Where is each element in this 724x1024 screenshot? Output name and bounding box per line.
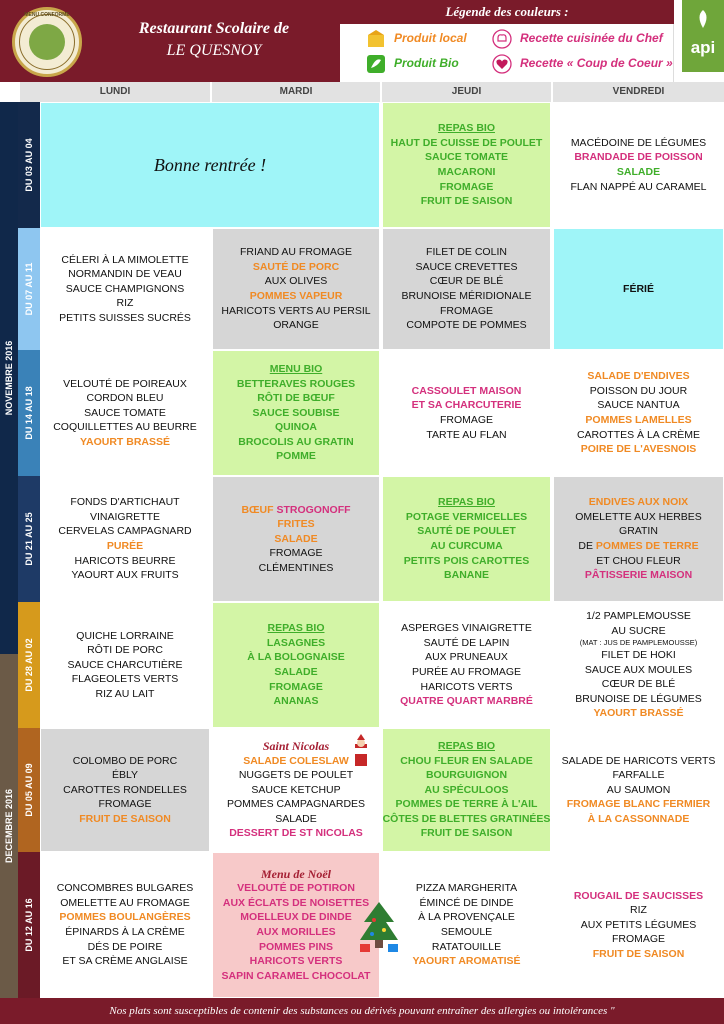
menu-line: ANANAS <box>273 695 319 708</box>
week-label-text: DU 12 AU 16 <box>24 898 34 952</box>
month-label-novembre <box>0 102 18 654</box>
menu-line: OMELETTE AUX HERBES <box>575 510 702 523</box>
menu-line: ENDIVES AUX NOIX <box>588 496 689 509</box>
menu-line: HARICOTS BEURRE <box>74 554 176 567</box>
menu-line: RIZ <box>630 904 647 917</box>
menu-line: ET CHOU FLEUR <box>596 554 681 567</box>
menu-line: À LA BOLOGNAISE <box>247 651 345 664</box>
local-product-icon <box>366 29 386 49</box>
menu-line: POIRE DE L'AVESNOIS <box>580 443 697 456</box>
logo-apple-icon <box>29 24 65 60</box>
api-logo <box>682 0 724 72</box>
menu-line: POMMES CAMPAGNARDES <box>226 798 366 811</box>
menu-line: SALADE <box>274 532 318 545</box>
menu-cell <box>382 350 551 476</box>
menu-line: PURÉE AU FROMAGE <box>411 666 522 678</box>
menu-cell <box>212 602 380 728</box>
menu-line: QUINOA <box>275 421 317 434</box>
menu-line: AU SAUMON <box>606 783 671 796</box>
menu-line: BOURGUIGNON <box>425 769 508 782</box>
menu-line: FROMAGE <box>439 180 494 193</box>
menu-line: FROMAGE <box>611 933 666 946</box>
menu-line: (MAT : JUS DE PAMPLEMOUSSE) <box>579 638 698 648</box>
legend-box <box>340 24 674 82</box>
day-header-lundi: LUNDI <box>20 82 210 102</box>
menu-line: VELOUTÉ DE POTIRON <box>237 882 355 895</box>
menu-line: MOELLEUX DE DINDE <box>240 911 352 924</box>
legend-title: Légende des couleurs : <box>340 0 674 24</box>
menu-line: VINAIGRETTE <box>89 510 160 523</box>
menu-line <box>241 503 350 518</box>
menu-line: BANANE <box>444 569 489 582</box>
menu-line: AUX PETITS LÉGUMES <box>580 918 697 931</box>
menu-line: COMPOTE DE POMMES <box>406 319 527 332</box>
title-line-1: Restaurant Scolaire de <box>138 20 290 37</box>
menu-conforme-logo <box>12 7 82 77</box>
menu-cell <box>382 102 551 228</box>
menu-line: SALADE D'ENDIVES <box>587 370 690 383</box>
heart-icon <box>492 54 512 74</box>
menu-line: HARICOTS VERTS AU PERSIL <box>221 304 371 317</box>
week-label-text: DU 07 AU 11 <box>24 262 34 316</box>
menu-line: FRUIT DE SAISON <box>420 827 513 840</box>
menu-line: RÔTI DE PORC <box>87 644 163 657</box>
allergy-footer: Nos plats sont susceptibles de contenir des substances ou dérivés pouvant entraîner des allergies ou intolérances " <box>0 998 724 1024</box>
month-text-novembre: NOVEMBRE 2016 <box>4 340 14 416</box>
menu-line: TARTE AU FLAN <box>426 428 507 441</box>
menu-line: QUATRE QUART MARBRÉ <box>400 695 533 708</box>
menu-line: AU SPÉCULOOS <box>424 783 509 796</box>
week-label-text: DU 14 AU 18 <box>24 386 34 440</box>
menu-line: OMELETTE AU FROMAGE <box>60 896 190 909</box>
menu-cell <box>212 852 380 998</box>
chef-hat-icon <box>492 29 512 49</box>
menu-line: POMMES PINS <box>258 940 334 953</box>
menu-line: YAOURT AUX FRUITS <box>71 569 179 582</box>
menu-line: SEMOULE <box>440 926 493 938</box>
menu-line: YAOURT BRASSÉ <box>593 707 684 720</box>
menu-line: PÂTISSERIE MAISON <box>584 569 693 582</box>
menu-line: REPAS BIO <box>267 622 325 635</box>
menu-line: PIZZA MARGHERITA <box>415 882 518 895</box>
menu-line: AUX PRUNEAUX <box>425 651 508 664</box>
menu-cell <box>40 602 210 728</box>
menu-line: FRUIT DE SAISON <box>420 195 513 208</box>
menu-line: FRITES <box>277 518 315 531</box>
menu-line: ET SA CRÈME ANGLAISE <box>62 955 188 968</box>
menu-line: SAUCE TOMATE <box>424 151 509 164</box>
menu-line: POMMES DE TERRE À L'AIL <box>395 798 538 811</box>
menu-cell <box>553 852 724 998</box>
api-leaf-icon <box>695 8 711 30</box>
menu-cell <box>40 102 380 228</box>
menu-line: AUX OLIVES <box>264 275 328 288</box>
menu-line: Saint Nicolas <box>262 738 330 753</box>
menu-line: YAOURT BRASSÉ <box>79 435 171 448</box>
menu-line: AUX ÉCLATS DE NOISETTES <box>222 896 370 909</box>
week-label <box>18 102 40 228</box>
menu-line: ÉPINARDS À LA CRÈME <box>65 926 185 938</box>
menu-line: FÉRIÉ <box>623 282 654 295</box>
menu-line: FROMAGE <box>269 680 323 693</box>
menu-cell <box>40 476 210 602</box>
menu-line: CŒUR DE BLÉ <box>429 275 504 288</box>
menu-line: CERVELAS CAMPAGNARD <box>58 525 192 538</box>
menu-cell <box>382 728 551 852</box>
menu-line: 1/2 PAMPLEMOUSSE <box>586 609 691 622</box>
menu-line: FROMAGE <box>269 547 323 560</box>
menu-line: ASPERGES VINAIGRETTE <box>401 622 532 635</box>
menu-line: YAOURT AROMATISÉ <box>412 955 521 968</box>
api-text: api <box>690 38 716 57</box>
menu-line: CASSOULET MAISON <box>411 384 522 397</box>
menu-line: RIZ <box>116 297 134 310</box>
menu-line <box>578 539 698 554</box>
bio-product-icon <box>366 54 386 74</box>
menu-line: BRANDADE DE POISSON <box>574 151 703 164</box>
week-label-text: DU 03 AU 04 <box>24 138 34 192</box>
menu-line: GRATIN <box>619 525 658 538</box>
menu-cell <box>40 728 210 852</box>
menu-line: LASAGNES <box>266 636 326 649</box>
week-label-text: DU 21 AU 25 <box>24 512 34 566</box>
menu-line: SAUCE AUX MOULES <box>584 663 693 676</box>
menu-line: À LA PROVENÇALE <box>418 911 515 924</box>
menu-line: DÉS DE POIRE <box>87 940 163 953</box>
menu-line: RATATOUILLE <box>431 940 502 953</box>
menu-line: MENU BIO <box>269 362 323 375</box>
menu-line-part: POMMES DE TERRE <box>595 540 699 552</box>
menu-cell <box>382 602 551 728</box>
menu-line: SALADE COLESLAW <box>243 754 349 767</box>
week-label <box>18 852 40 998</box>
menu-line: POMME <box>276 450 316 463</box>
menu-cell <box>553 102 724 228</box>
menu-line: VELOUTÉ DE POIREAUX <box>63 377 187 390</box>
menu-line: RÔTI DE BŒUF <box>257 392 335 405</box>
menu-line: SALADE <box>616 166 661 178</box>
menu-cell <box>553 728 724 852</box>
logo-text: MENU CONFORME <box>24 12 70 18</box>
menu-line: CÔTES DE BLETTES GRATINÉES <box>382 812 551 825</box>
menu-line: SAUTÉ DE POULET <box>417 525 516 538</box>
menu-line: BRUNOISE MÉRIDIONALE <box>401 290 532 302</box>
menu-line: HARICOTS VERTS <box>249 955 343 968</box>
menu-line: FRIAND AU FROMAGE <box>239 246 352 259</box>
menu-line: BROCOLIS AU GRATIN <box>238 435 354 448</box>
menu-line: FARFALLE <box>612 769 665 782</box>
menu-line: FONDS D'ARTICHAUT <box>70 496 180 509</box>
menu-line: RIZ AU LAIT <box>95 687 155 700</box>
menu-line: AUX MORILLES <box>256 926 336 938</box>
menu-cell <box>212 350 380 476</box>
menu-line: BRUNOISE DE LÉGUMES <box>575 692 702 705</box>
menu-line: FROMAGE BLANC FERMIER <box>566 798 711 811</box>
menu-line: ÉMINCÉ DE DINDE <box>419 896 514 909</box>
menu-line: SAUCE TOMATE <box>84 406 166 419</box>
menu-line-part: STROGONOFF <box>276 503 351 516</box>
menu-line: MACARONI <box>437 166 496 178</box>
menu-line: À LA CASSONNADE <box>587 812 690 825</box>
menu-line: SALADE DE HARICOTS VERTS <box>561 754 716 767</box>
menu-line: CLÉMENTINES <box>258 561 334 574</box>
menu-line: SAUCE CREVETTES <box>415 260 518 273</box>
menu-line: SAPIN CARAMEL CHOCOLAT <box>221 969 371 982</box>
menu-line: FRUIT DE SAISON <box>592 947 685 960</box>
menu-line: CÉLERI À LA MIMOLETTE <box>61 253 189 266</box>
menu-line: DESSERT DE ST NICOLAS <box>229 827 363 840</box>
menu-line: CAROTTES À LA CRÈME <box>576 428 701 441</box>
menu-line: CORDON BLEU <box>86 392 164 405</box>
menu-line: NUGGETS DE POULET <box>238 769 354 782</box>
legend-chef: Recette cuisinée du Chef <box>520 31 663 45</box>
month-label-decembre <box>0 654 18 998</box>
menu-line: CAROTTES RONDELLES <box>63 783 187 796</box>
menu-line: SAUCE CHAMPIGNONS <box>65 282 185 295</box>
menu-cell <box>40 852 210 998</box>
menu-line: REPAS BIO <box>438 496 495 509</box>
menu-line: BETTERAVES ROUGES <box>236 377 356 390</box>
week-label-text: DU 05 AU 09 <box>24 763 34 817</box>
menu-line: POMMES LAMELLES <box>585 414 692 426</box>
menu-line: ÉBLY <box>111 769 139 782</box>
menu-line: SAUCE NANTUA <box>597 399 680 412</box>
menu-line: PETITS POIS CAROTTES <box>403 554 530 567</box>
christmas-tree-icon <box>356 900 402 956</box>
week-label <box>18 476 40 602</box>
menu-line-part: BŒUF <box>241 503 277 516</box>
menu-line: FILET DE COLIN <box>426 246 507 259</box>
menu-line: AU SUCRE <box>611 624 666 637</box>
menu-cell <box>553 228 724 350</box>
menu-line: FROMAGE <box>439 304 494 317</box>
menu-line: FROMAGE <box>439 414 494 426</box>
menu-line: FRUIT DE SAISON <box>79 812 171 825</box>
menu-cell <box>553 350 724 476</box>
menu-cell <box>40 228 210 350</box>
menu-line: COQUILLETTES AU BEURRE <box>53 421 197 434</box>
day-header-mardi: MARDI <box>212 82 380 102</box>
menu-line: AU CURCUMA <box>430 540 503 552</box>
menu-line-part: DE <box>578 540 596 552</box>
menu-line: POTAGE VERMICELLES <box>405 510 528 523</box>
menu-line: SAUCE SOUBISE <box>252 406 340 419</box>
legend-local: Produit local <box>394 31 467 45</box>
menu-line: REPAS BIO <box>438 122 495 135</box>
week-label <box>18 728 40 852</box>
menu-line: FILET DE HOKI <box>601 649 676 662</box>
menu-cell <box>553 476 724 602</box>
menu-line: SAUTÉ DE PORC <box>252 260 340 273</box>
saint-nicolas-icon <box>350 734 372 770</box>
menu-line: SAUTÉ DE LAPIN <box>423 636 510 649</box>
menu-line: FROMAGE <box>98 798 152 811</box>
menu-line: FLAN NAPPÉ AU CARAMEL <box>570 180 707 193</box>
menu-cell <box>212 476 380 602</box>
week-label <box>18 350 40 476</box>
menu-line: SAUCE KETCHUP <box>251 783 341 796</box>
title-line-2: LE QUESNOY <box>166 42 262 59</box>
week-label <box>18 228 40 350</box>
menu-cell <box>553 602 724 728</box>
menu-line: NORMANDIN DE VEAU <box>68 268 182 281</box>
menu-cell <box>212 228 380 350</box>
menu-line: MACÉDOINE DE LÉGUMES <box>570 136 707 149</box>
menu-line: Bonne rentrée ! <box>153 154 267 175</box>
menu-line: POMMES VAPEUR <box>249 290 343 302</box>
menu-cell <box>382 852 551 998</box>
menu-cell <box>40 350 210 476</box>
day-header-jeudi: JEUDI <box>382 82 551 102</box>
menu-line: Menu de Noël <box>261 866 331 881</box>
menu-line: CONCOMBRES BULGARES <box>56 882 194 895</box>
week-label-text: DU 28 AU 02 <box>24 638 34 692</box>
menu-line: REPAS BIO <box>438 739 495 752</box>
legend-bio: Produit Bio <box>394 56 459 70</box>
menu-line: ET SA CHARCUTERIE <box>411 399 522 412</box>
menu-line: QUICHE LORRAINE <box>76 629 174 642</box>
week-label <box>18 602 40 728</box>
menu-line: ORANGE <box>273 319 319 332</box>
menu-line: CHOU FLEUR EN SALADE <box>400 754 533 767</box>
menu-line: CŒUR DE BLÉ <box>601 678 676 691</box>
menu-line: ROUGAIL DE SAUCISSES <box>573 889 704 902</box>
menu-cell <box>382 476 551 602</box>
menu-line: SAUCE CHARCUTIÈRE <box>67 658 183 671</box>
menu-line: SALADE <box>275 812 317 825</box>
menu-line: SALADE <box>274 666 318 678</box>
menu-cell <box>382 228 551 350</box>
menu-line: POMMES BOULANGÈRES <box>59 911 191 924</box>
menu-line: POISSON DU JOUR <box>589 384 688 397</box>
menu-line: PURÉE <box>106 540 144 552</box>
menu-line: HAUT DE CUISSE DE POULET <box>390 136 543 149</box>
menu-line: FLAGEOLETS VERTS <box>71 673 179 686</box>
menu-line: COLOMBO DE PORC <box>72 754 178 767</box>
month-text-decembre: DECEMBRE 2016 <box>4 788 14 864</box>
day-header-vendredi: VENDREDI <box>553 82 724 102</box>
legend-coeur: Recette « Coup de Coeur » <box>520 56 673 70</box>
menu-line: PETITS SUISSES SUCRÉS <box>59 311 191 324</box>
menu-line: HARICOTS VERTS <box>420 680 513 693</box>
